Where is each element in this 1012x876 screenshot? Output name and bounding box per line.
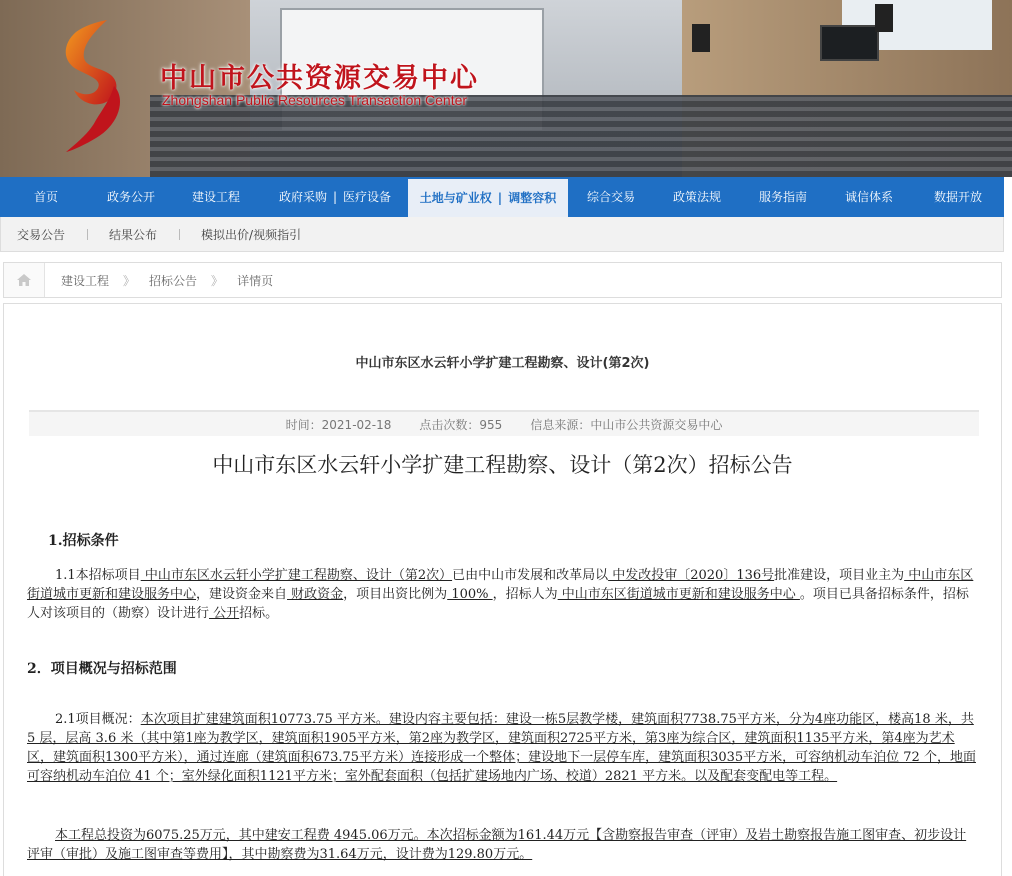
banner-speaker xyxy=(875,4,893,32)
breadcrumb-item-construction[interactable]: 建设工程 xyxy=(61,273,110,288)
nav-item-comprehensive-trade[interactable]: 综合交易 xyxy=(586,190,635,204)
underlined-run: 财政资金 xyxy=(287,587,344,602)
section-heading-bid-conditions: 1.招标条件 xyxy=(48,533,119,549)
meta-time: 时间：2021-02-18 xyxy=(285,417,392,432)
underlined-run: 100% xyxy=(447,587,493,602)
breadcrumb-item-bid-notice[interactable]: 招标公告 xyxy=(149,273,198,288)
nav-item-land-group xyxy=(408,179,568,217)
text-run: ，建设资金来自 xyxy=(196,587,288,602)
text-run: 。项目已具备招标条件，招标人对该项目的（勘察）设计进行 xyxy=(27,587,969,621)
subnav-item-simulated-bid[interactable]: 模拟出价/视频指引 xyxy=(191,226,311,243)
section-paragraph-project-overview xyxy=(27,710,977,786)
nav-item-credit-system[interactable]: 诚信体系 xyxy=(844,190,893,204)
text-run: ，项目出资比例为 xyxy=(343,587,448,602)
underlined-run: 中山市东区街道城市更新和建设服务中心 xyxy=(27,568,974,602)
nav-item-government-procurement[interactable]: 政府采购 xyxy=(278,190,327,204)
nav-item-service-guide[interactable]: 服务指南 xyxy=(758,190,807,204)
article-meta xyxy=(29,410,979,436)
article-panel xyxy=(3,303,1002,876)
header-banner xyxy=(0,0,1012,177)
breadcrumb xyxy=(3,262,1002,298)
text-run: 1.1本招标项目 xyxy=(55,568,141,583)
nav-item-open-data[interactable]: 数据开放 xyxy=(933,190,982,204)
article-subtitle: 中山市东区水云轩小学扩建工程勘察、设计(第2次) xyxy=(355,356,650,371)
section-paragraph-bid-conditions xyxy=(27,566,977,623)
text-run: 招标。 xyxy=(239,606,279,621)
logo-icon xyxy=(52,16,142,156)
nav-item-home[interactable]: 首页 xyxy=(33,190,58,204)
nav-item-medical-equipment[interactable]: 医疗设备 xyxy=(343,190,392,204)
underlined-run: 公开 xyxy=(209,606,240,621)
nav-item-land-mining[interactable]: 土地与矿业权 xyxy=(419,191,492,205)
section-paragraph-investment xyxy=(27,826,977,864)
main-nav xyxy=(0,177,1004,217)
banner-tv xyxy=(820,25,879,61)
breadcrumb-item-detail: 详情页 xyxy=(237,273,274,288)
nav-item-government-affairs[interactable]: 政务公开 xyxy=(106,190,155,204)
nav-item-construction[interactable]: 建设工程 xyxy=(191,190,240,204)
text-run: 批准建设，项目业主为 xyxy=(774,568,905,583)
nav-item-floor-area-ratio[interactable]: 调整容积 xyxy=(508,191,557,205)
brand-name-cn: 中山市公共资源交易中心 xyxy=(160,63,479,94)
section-heading-project-overview: 2．项目概况与招标范围 xyxy=(27,661,177,677)
underlined-run: 中发改投审〔2020〕136号 xyxy=(608,568,775,583)
home-icon[interactable] xyxy=(4,263,45,297)
nav-item-policies[interactable]: 政策法规 xyxy=(672,190,721,204)
nav-item-procurement-group xyxy=(262,177,408,217)
breadcrumb-separator: 》 xyxy=(211,273,222,288)
subnav-item-trade-notice[interactable]: 交易公告 xyxy=(17,227,66,242)
underlined-run: 中山市东区水云轩小学扩建工程勘察、设计（第2次） xyxy=(140,568,453,583)
meta-clicks: 点击次数：955 xyxy=(419,417,503,432)
banner-speaker xyxy=(692,24,710,52)
brand-name-en: Zhongshan Public Resources Transaction Center xyxy=(162,92,468,108)
text-run: 已由中山市发展和改革局以 xyxy=(452,568,609,583)
text-run: ，招标人为 xyxy=(492,587,558,602)
subnav-item-results[interactable]: 结果公布 xyxy=(99,226,167,243)
nav-separator: | xyxy=(497,191,503,205)
nav-separator: | xyxy=(332,190,338,204)
breadcrumb-separator: 》 xyxy=(123,273,134,288)
underlined-run: 本次项目扩建建筑面积10773.75 平方米。建设内容主要包括：建设一栋5层教学楼，建筑面积7738.75平方米，分为4座功能区，楼高18 米，共 5 层，层高 3.6 米（其中第1座为教学区，建筑面积1905平方米，第2座为教学区，建筑面积2725平方米，第3座为综合区，建筑面积1135平方米，第4座为艺术区，建筑面积1300平方米），通过连廊（建筑面积673.75平方米）连接形成一个整体；建设地下一层停车库，建筑面积3035平方米，可容纳机动车泊位 72 个，地面可容纳机动车泊位 41 个；室外绿化面积1121平方米；室外配套面积（包括扩建场地内广场、校道）2821 平方米。以及配套变配电等工程。 xyxy=(27,712,976,784)
underlined-run: 中山市东区街道城市更新和建设服务中心 xyxy=(557,587,800,602)
meta-source: 信息来源：中山市公共资源交易中心 xyxy=(530,417,723,432)
article-title: 中山市东区水云轩小学扩建工程勘察、设计（第2次）招标公告 xyxy=(212,453,793,477)
underlined-run: 本工程总投资为6075.25万元，其中建安工程费 4945.06万元。本次招标金额为161.44万元【含勘察报告审查（评审）及岩土勘察报告施工图审查、初步设计评审（审批）及施工图审查等费用】，其中勘察费为31.64万元，设计费为129.80万元。 xyxy=(27,828,967,862)
sub-nav xyxy=(0,217,1004,252)
text-run: 2.1项目概况： xyxy=(55,712,141,727)
